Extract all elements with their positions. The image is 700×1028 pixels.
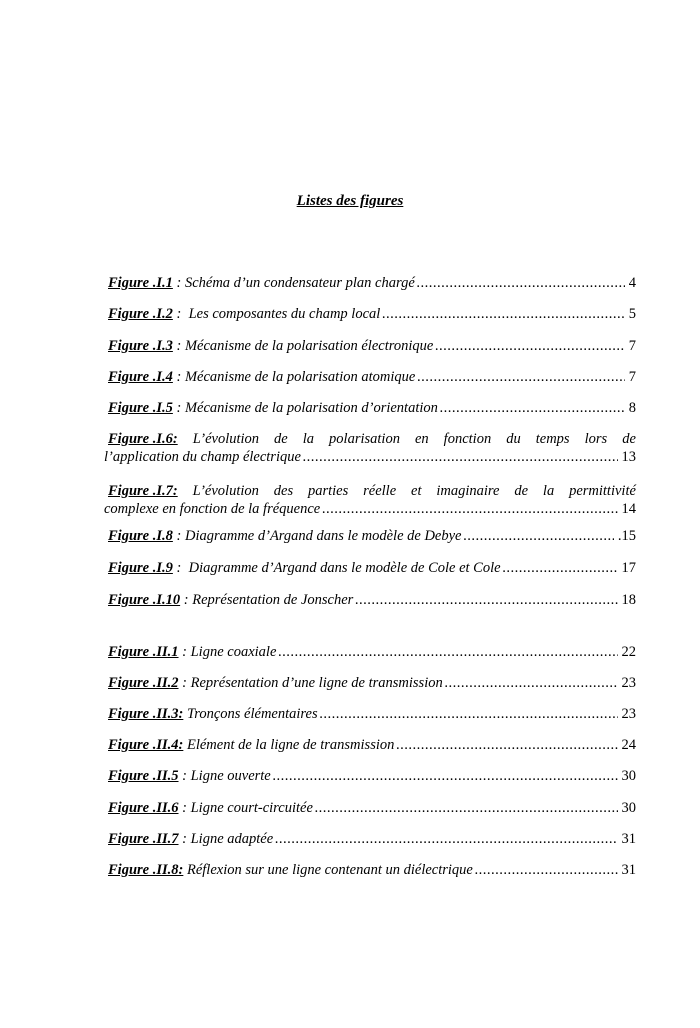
toc-entry	[104, 430, 636, 466]
page-number: 14	[621, 501, 636, 517]
figure-label: Figure .I.9	[108, 560, 173, 576]
figure-caption: Ligne ouverte	[190, 768, 271, 784]
dot-leader	[503, 559, 618, 577]
figure-caption: Représentation de Jonscher	[192, 592, 354, 608]
caption-word: de	[622, 431, 636, 447]
dot-leader	[417, 368, 624, 386]
dot-leader	[355, 591, 617, 609]
toc-entry	[108, 305, 636, 323]
toc-entry	[108, 674, 636, 692]
figure-separator: :	[172, 369, 185, 385]
page-title: Listes des figures	[296, 193, 404, 209]
toc-entry	[108, 861, 636, 879]
figure-label: Figure .II.2	[108, 675, 179, 691]
figure-caption: Schéma d’un condensateur plan chargé	[184, 275, 415, 291]
page-number: 31	[621, 831, 636, 847]
caption-line-justified	[108, 430, 636, 448]
caption-word: réelle	[363, 483, 397, 499]
figure-separator: :	[180, 592, 193, 608]
figure-label: Figure .I.2	[108, 306, 173, 322]
page-number: 18	[621, 592, 636, 608]
caption-word: fonction	[443, 431, 492, 447]
dot-leader	[322, 500, 617, 518]
figure-label: Figure .I.4	[108, 369, 173, 385]
caption-word: imaginaire	[436, 483, 500, 499]
toc-entry	[108, 527, 636, 545]
page-number: 7	[628, 369, 636, 385]
figure-caption: Réflexion sur une ligne contenant un diélectrique	[186, 862, 473, 878]
toc-entry	[108, 830, 636, 848]
figure-separator: :	[172, 560, 189, 576]
dot-leader	[463, 527, 613, 545]
toc-entry	[108, 643, 636, 661]
figure-caption: Elément de la ligne de transmission	[186, 737, 395, 753]
figure-caption: Les composantes du champ local	[188, 306, 381, 322]
figure-label: Figure .I.8	[108, 528, 173, 544]
figure-label: Figure .II.7	[108, 831, 179, 847]
dot-leader	[440, 399, 625, 417]
toc-entry	[108, 368, 636, 386]
dot-leader	[273, 767, 618, 785]
figure-label: Figure .I.5	[108, 400, 173, 416]
page-number: 22	[621, 644, 636, 660]
figure-separator: :	[172, 306, 189, 322]
caption-word: et	[411, 483, 422, 499]
figure-label: Figure .II.4:	[108, 737, 184, 753]
figure-label: Figure .I.7:	[108, 483, 178, 499]
page-number: 30	[621, 800, 636, 816]
caption-word: des	[273, 483, 294, 499]
figure-caption: Mécanisme de la polarisation atomique	[184, 369, 416, 385]
caption-word: polarisation	[329, 431, 400, 447]
caption-word: la	[302, 431, 315, 447]
figure-caption: Représentation d’une ligne de transmission	[190, 675, 443, 691]
figure-label: Figure .II.1	[108, 644, 179, 660]
dot-leader	[303, 448, 618, 466]
dot-leader	[320, 705, 618, 723]
caption-word: L’évolution	[192, 431, 260, 447]
figure-label: Figure .II.6	[108, 800, 179, 816]
dot-leader	[382, 305, 624, 323]
figure-caption: Diagramme d’Argand dans le modèle de Cole et Cole	[188, 560, 501, 576]
caption-word: L’évolution	[192, 483, 259, 499]
caption-word: parties	[307, 483, 349, 499]
caption-word: permittivité	[569, 483, 636, 499]
toc-entry	[108, 559, 636, 577]
page-number: 4	[628, 275, 636, 291]
dot-leader	[396, 736, 617, 754]
figure-label: Figure .I.3	[108, 338, 173, 354]
caption-word: du	[506, 431, 521, 447]
toc-entry	[108, 736, 636, 754]
figure-separator: :	[178, 800, 191, 816]
toc-entry	[108, 274, 636, 292]
figure-caption: Mécanisme de la polarisation d’orientation	[184, 400, 438, 416]
caption-word: la	[542, 483, 555, 499]
figure-caption: Ligne adaptée	[190, 831, 274, 847]
page-number: 23	[621, 706, 636, 722]
figure-caption: Ligne coaxiale	[190, 644, 277, 660]
figure-separator: :	[172, 275, 185, 291]
dot-leader	[435, 337, 624, 355]
figure-separator: :	[172, 528, 185, 544]
figure-separator: :	[178, 831, 191, 847]
caption-line-justified	[108, 482, 636, 500]
dot-leader	[275, 830, 617, 848]
caption-word: de	[274, 431, 288, 447]
toc-entry	[104, 482, 636, 518]
page-number: 8	[628, 400, 636, 416]
toc-entry	[108, 399, 636, 417]
figure-separator: :	[178, 644, 191, 660]
dot-leader	[475, 861, 618, 879]
page-number: 31	[621, 862, 636, 878]
page-number: 5	[628, 306, 636, 322]
page-number: 13	[621, 449, 636, 465]
figure-caption: Diagramme d’Argand dans le modèle de Debye	[184, 528, 462, 544]
figure-separator: :	[172, 400, 185, 416]
toc-entry	[108, 591, 636, 609]
figure-label: Figure .II.5	[108, 768, 179, 784]
dot-leader	[315, 799, 618, 817]
caption-word: en	[414, 431, 429, 447]
page-number: 7	[628, 338, 636, 354]
caption-word: de	[514, 483, 529, 499]
page-number: 30	[621, 768, 636, 784]
figure-separator: :	[178, 675, 191, 691]
toc-entry	[108, 337, 636, 355]
figure-label: Figure .I.6:	[108, 431, 178, 447]
figure-label: Figure .I.1	[108, 275, 173, 291]
page-number: 24	[621, 737, 636, 753]
figure-label: Figure .II.3:	[108, 706, 184, 722]
toc-entry	[108, 799, 636, 817]
toc-entry	[108, 767, 636, 785]
figure-caption: Mécanisme de la polarisation électronique	[184, 338, 434, 354]
caption-word: temps	[535, 431, 570, 447]
caption-word: lors	[584, 431, 608, 447]
figure-caption: Ligne court-circuitée	[190, 800, 313, 816]
toc-entry	[108, 705, 636, 723]
figure-label: Figure .I.10	[108, 592, 181, 608]
figure-separator: :	[178, 768, 191, 784]
figure-label: Figure .II.8:	[108, 862, 184, 878]
figure-caption: complexe en fonction de la fréquence	[104, 501, 321, 517]
page-number: 23	[621, 675, 636, 691]
dot-leader	[278, 643, 617, 661]
dot-leader	[445, 674, 618, 692]
figure-caption: Tronçons élémentaires	[186, 706, 318, 722]
page-number: .15	[617, 528, 636, 544]
dot-leader	[417, 274, 625, 292]
figure-separator: :	[172, 338, 185, 354]
figure-caption: l’application du champ électrique	[104, 449, 301, 465]
page-number: 17	[621, 560, 636, 576]
